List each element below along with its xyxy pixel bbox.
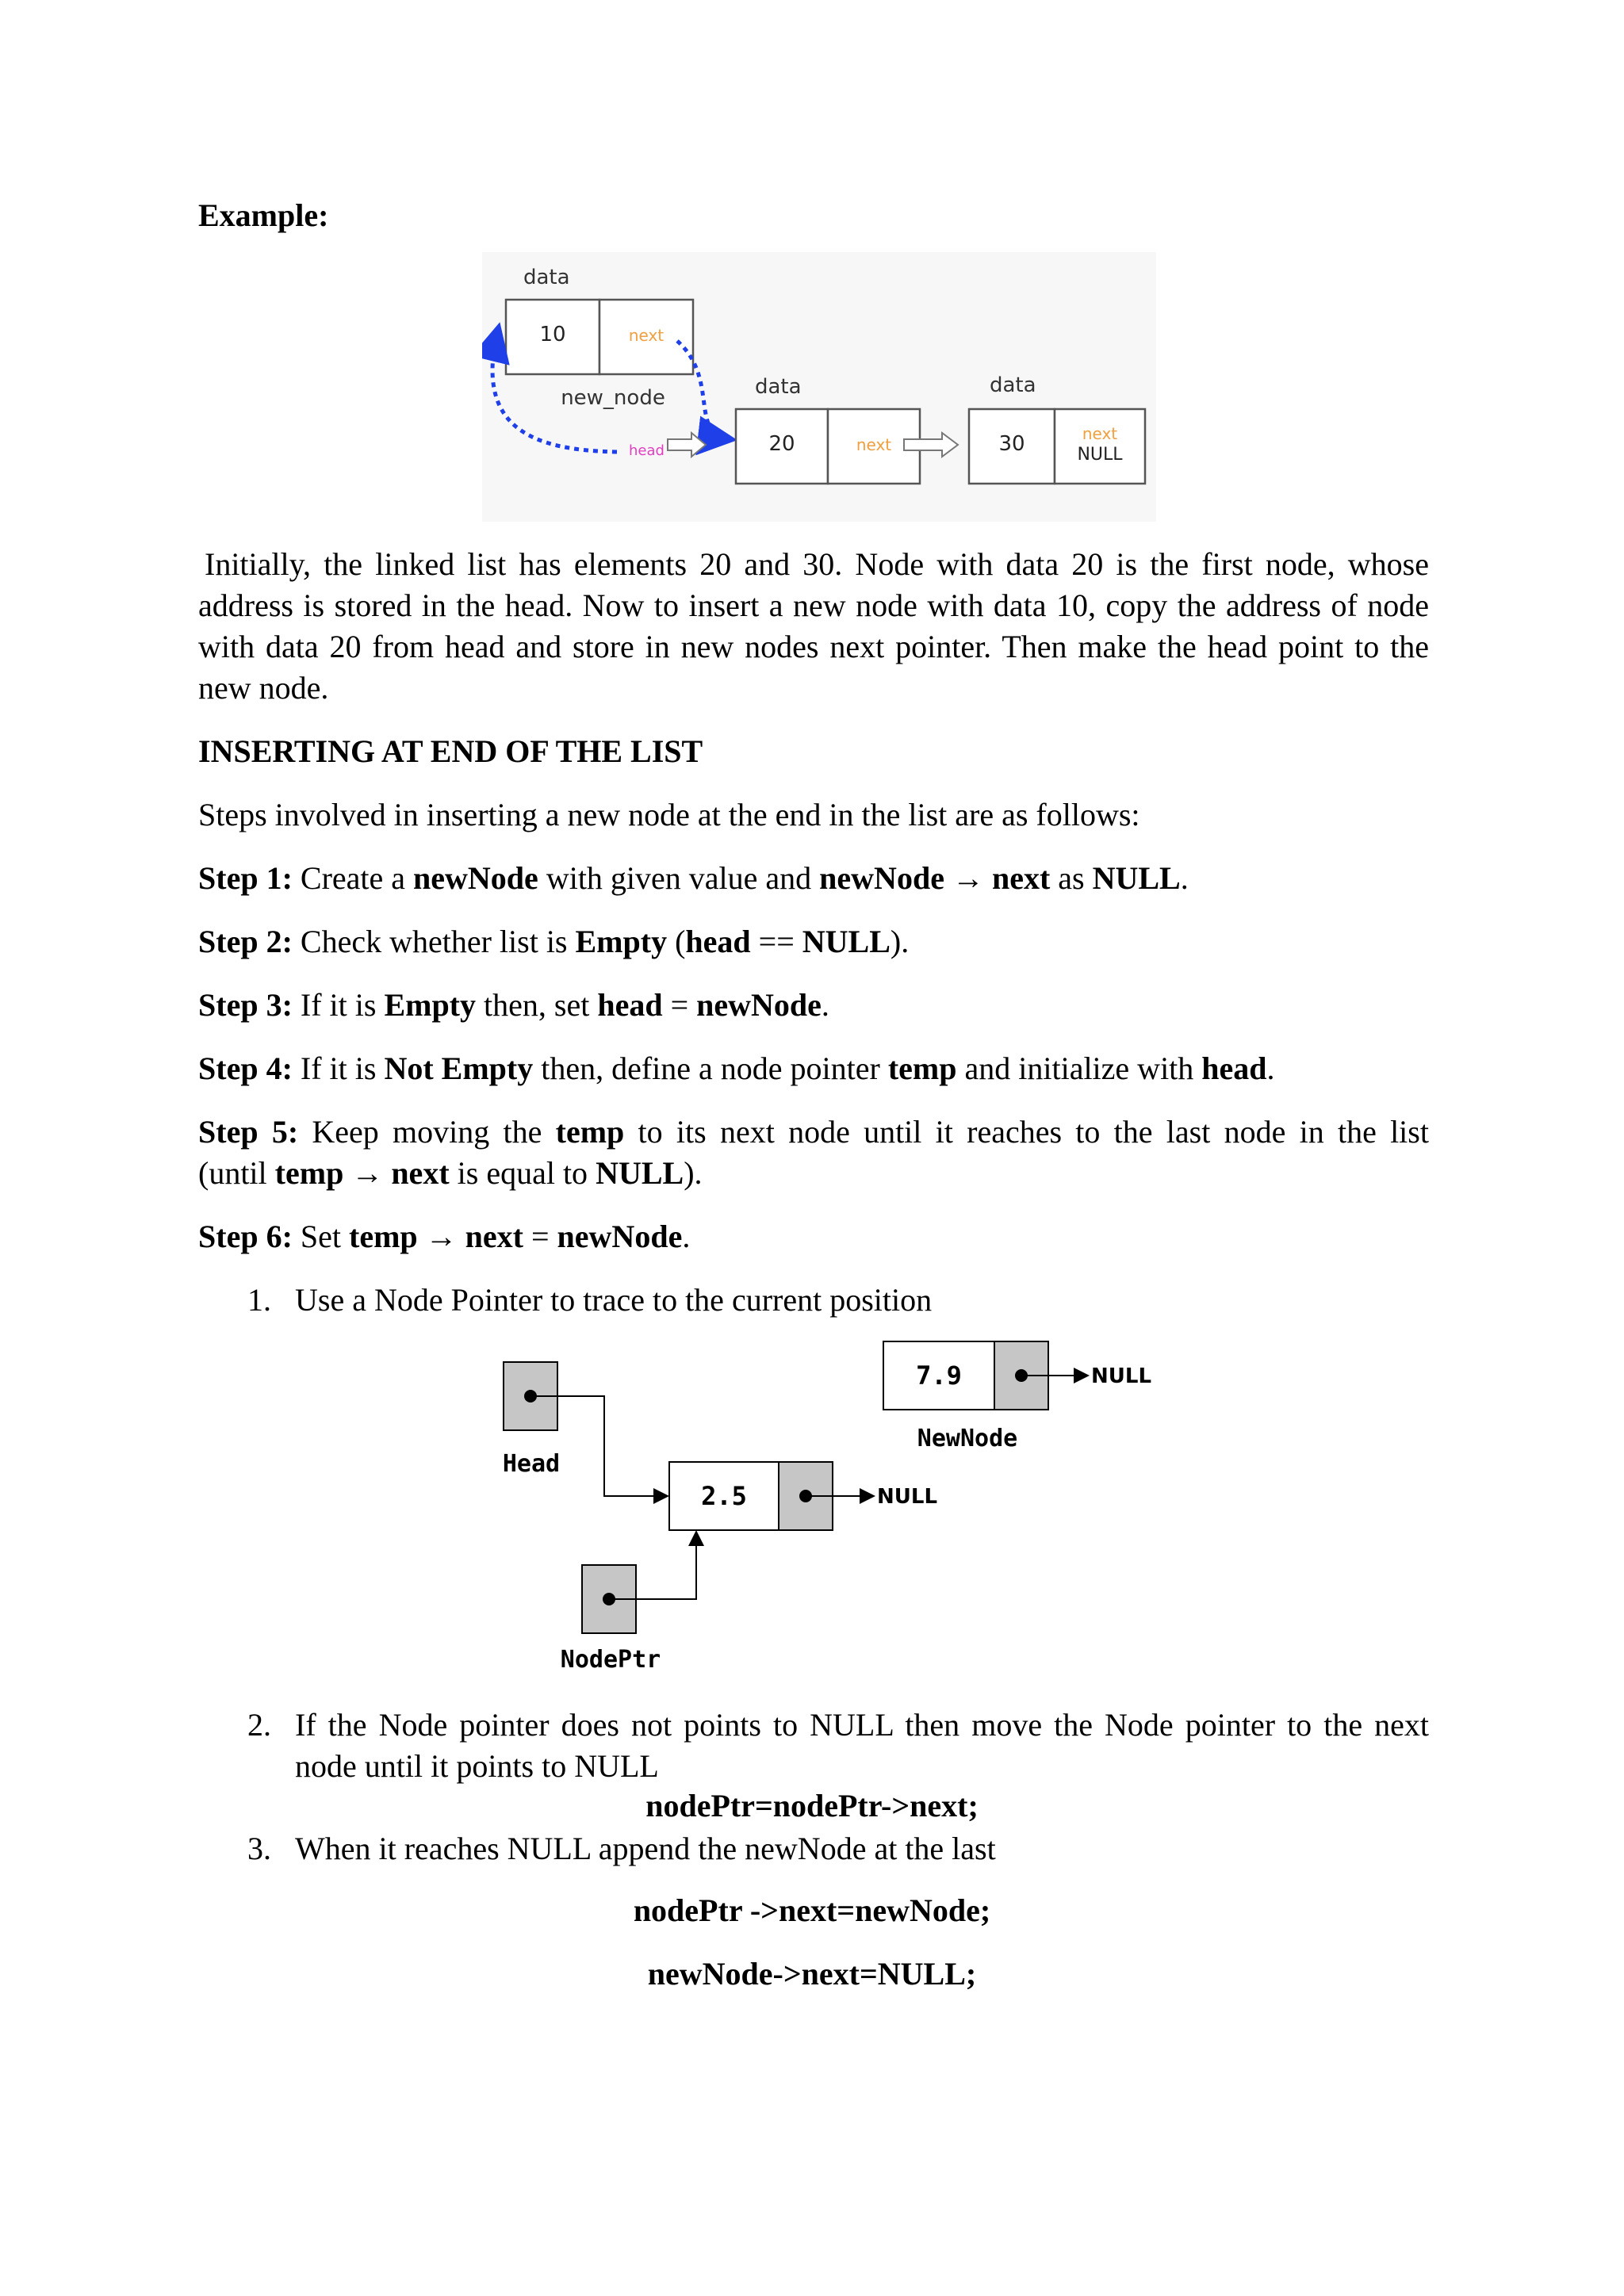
list-item-2-line-2: node until it points to NULL	[295, 1748, 659, 1784]
step-3: Step 3: If it is Empty then, set head = newNode.	[198, 987, 829, 1023]
code-line-3: newNode->next=NULL;	[647, 1956, 977, 1992]
insert-at-beginning-diagram	[482, 252, 1156, 522]
node2-value: 20	[768, 432, 795, 456]
newnode-null-label: NULL	[1091, 1364, 1152, 1388]
list-item-1: 1. Use a Node Pointer to trace to the current position	[247, 1282, 933, 1318]
node3-null-label: NULL	[1077, 445, 1123, 465]
head-label: head	[629, 442, 665, 459]
newnode-value: 7.9	[916, 1360, 962, 1391]
step-6: Step 6: Set temp → next = newNode.	[198, 1219, 691, 1254]
node3-next-label: next	[1082, 424, 1118, 443]
node3-value: 30	[998, 432, 1025, 456]
explanation-paragraph: Initially, the linked list has elements 20 and 30. Node with data 20 is the first node, whose address is stored in the head. Now to insert a new node with data 10, copy the address of node with data 20 from head and store in new nodes next pointer. Then make the head point to the new node.	[198, 546, 1429, 706]
newnode-label: NewNode	[917, 1425, 1018, 1452]
nodeptr-label: NodePtr	[560, 1646, 661, 1674]
step-2: Step 2: Check whether list is Empty (head == NULL).	[198, 924, 910, 959]
step-4: Step 4: If it is Not Empty then, define a node pointer temp and initialize with head.	[198, 1050, 1275, 1086]
new-node-value: 10	[539, 323, 566, 346]
list-item-3: 3. When it reaches NULL append the newNode at the last	[247, 1831, 996, 1866]
example-heading: Example:	[198, 197, 329, 233]
step-5-line-2: (until temp → next is equal to NULL).	[198, 1155, 703, 1191]
data-label-node3: data	[990, 373, 1036, 397]
new-node-next-label: next	[628, 326, 665, 345]
list-item-2-line-1: 2. If the Node pointer does not points to NULL then move the Node pointer to the next	[247, 1707, 1429, 1743]
code-line-1: nodePtr=nodePtr->next;	[645, 1788, 979, 1823]
node-value: 2.5	[701, 1481, 747, 1511]
data-label-new: data	[523, 266, 570, 289]
head-label: Head	[502, 1450, 561, 1478]
steps-intro: Steps involved in inserting a new node at the end in the list are as follows:	[198, 797, 1140, 832]
section-heading: INSERTING AT END OF THE LIST	[198, 733, 703, 769]
node-null-label: NULL	[877, 1485, 938, 1509]
traverse-list-diagram	[492, 1326, 1166, 1674]
new-node-label: new_node	[561, 386, 665, 410]
data-label-node2: data	[755, 375, 802, 399]
node2-next-label: next	[856, 435, 892, 454]
step-5-line-1: Step 5: Keep moving the temp to its next node until it reaches to the last node in the list	[198, 1114, 1429, 1150]
step-1: Step 1: Create a newNode with given value and newNode → next as NULL.	[198, 860, 1189, 896]
code-line-2: nodePtr ->next=newNode;	[633, 1892, 991, 1928]
